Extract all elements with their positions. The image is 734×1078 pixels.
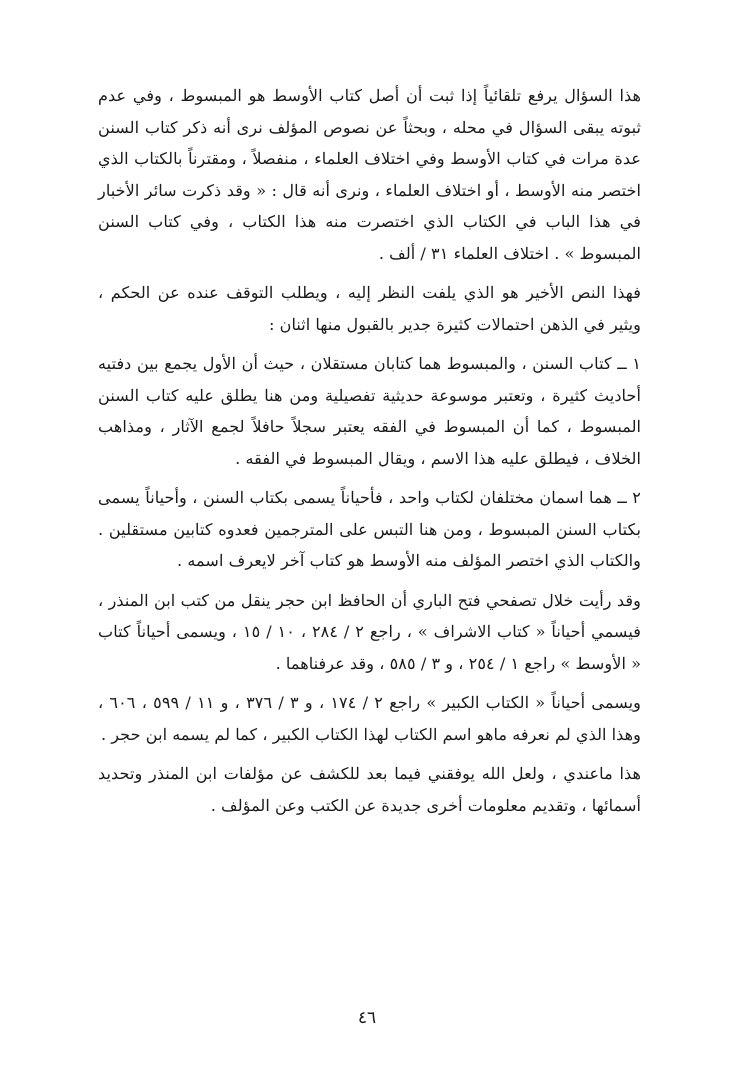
paragraph-1: هذا السؤال يرفع تلقائياً إذا ثبت أن أصل كتاب الأوسط هو المبسوط ، وفي عدم ثبوته يبقى السؤال في محله ، وبحثاً عن نصوص المؤلف نرى أنه ذكر كتاب السنن عدة مرات في كتاب الأوسط وفي اختلاف العلماء ، منفصلاً ، ومقترناً بالكتاب الذي اختصر منه الأوسط ، أو اختلاف العلماء ، ونرى أنه قال : « وقد ذكرت سائر الأخبار في هذا الباب في الكتاب الذي اختصرت منه هذا الكتاب ، وفي كتاب السنن المبسوط » . اختلاف العلماء ٣١ / ألف .	[98, 86, 641, 263]
paragraph-5: وقد رأيت خلال تصفحي فتح الباري أن الحافظ ابن حجر ينقل من كتب ابن المنذر ، فيسمي أحياناً « كتاب الاشراف » ، راجع ٢ / ٢٨٤ ، ١٠ / ١٥ ، ويسمى أحياناً كتاب « الأوسط » راجع ١ / ٢٥٤ ، و ٣ / ٥٨٥ ، وقد عرفناهما .	[98, 590, 641, 673]
paragraph-2: فهذا النص الأخير هو الذي يلفت النظر إليه ، ويطلب التوقف عنده عن الحكم ، ويثير في الذهن احتمالات كثيرة جدير بالقبول منها اثنان :	[98, 283, 641, 334]
page-number: ٤٦	[357, 1008, 377, 1028]
paragraph-4: ٢ ــ هما اسمان مختلفان لكتاب واحد ، فأحياناً يسمى بكتاب السنن ، وأحياناً يسمى بكتاب السنن المبسوط ، ومن هنا التبس على المترجمين فعدوه كتابين مستقلين . والكتاب الذي اختصر المؤلف منه الأوسط هو كتاب آخر لايعرف اسمه .	[98, 488, 641, 570]
paragraph-7: هذا ماعندي ، ولعل الله يوفقني فيما بعد للكشف عن مؤلفات ابن المنذر وتحديد أسمائها ، وتقديم معلومات أخرى جديدة عن الكتب وعن المؤلف .	[98, 764, 641, 815]
paragraph-3: ١ ــ كتاب السنن ، والمبسوط هما كتابان مستقلان ، حيث أن الأول يجمع بين دفتيه أحاديث كثيرة ، وتعتبر موسوعة حديثية تفصيلية ومن هنا يطلق عليه كتاب السنن المبسوط ، كما أن المبسوط في الفقه يعتبر سجلاً حافلاً لجمع الآثار ، ومذاهب الخلاف ، فيطلق عليه هذا الاسم ، ويقال المبسوط في الفقه .	[98, 354, 641, 468]
paragraph-6: ويسمى أحياناً « الكتاب الكبير » راجع ٢ / ١٧٤ ، و ٣ / ٣٧٦ ، و ١١ / ٥٩٩ ، ٦٠٦ ، وهذا الذي لم نعرفه ماهو اسم الكتاب لهذا الكتاب الكبير ، كما لم يسمه ابن حجر .	[98, 693, 641, 744]
